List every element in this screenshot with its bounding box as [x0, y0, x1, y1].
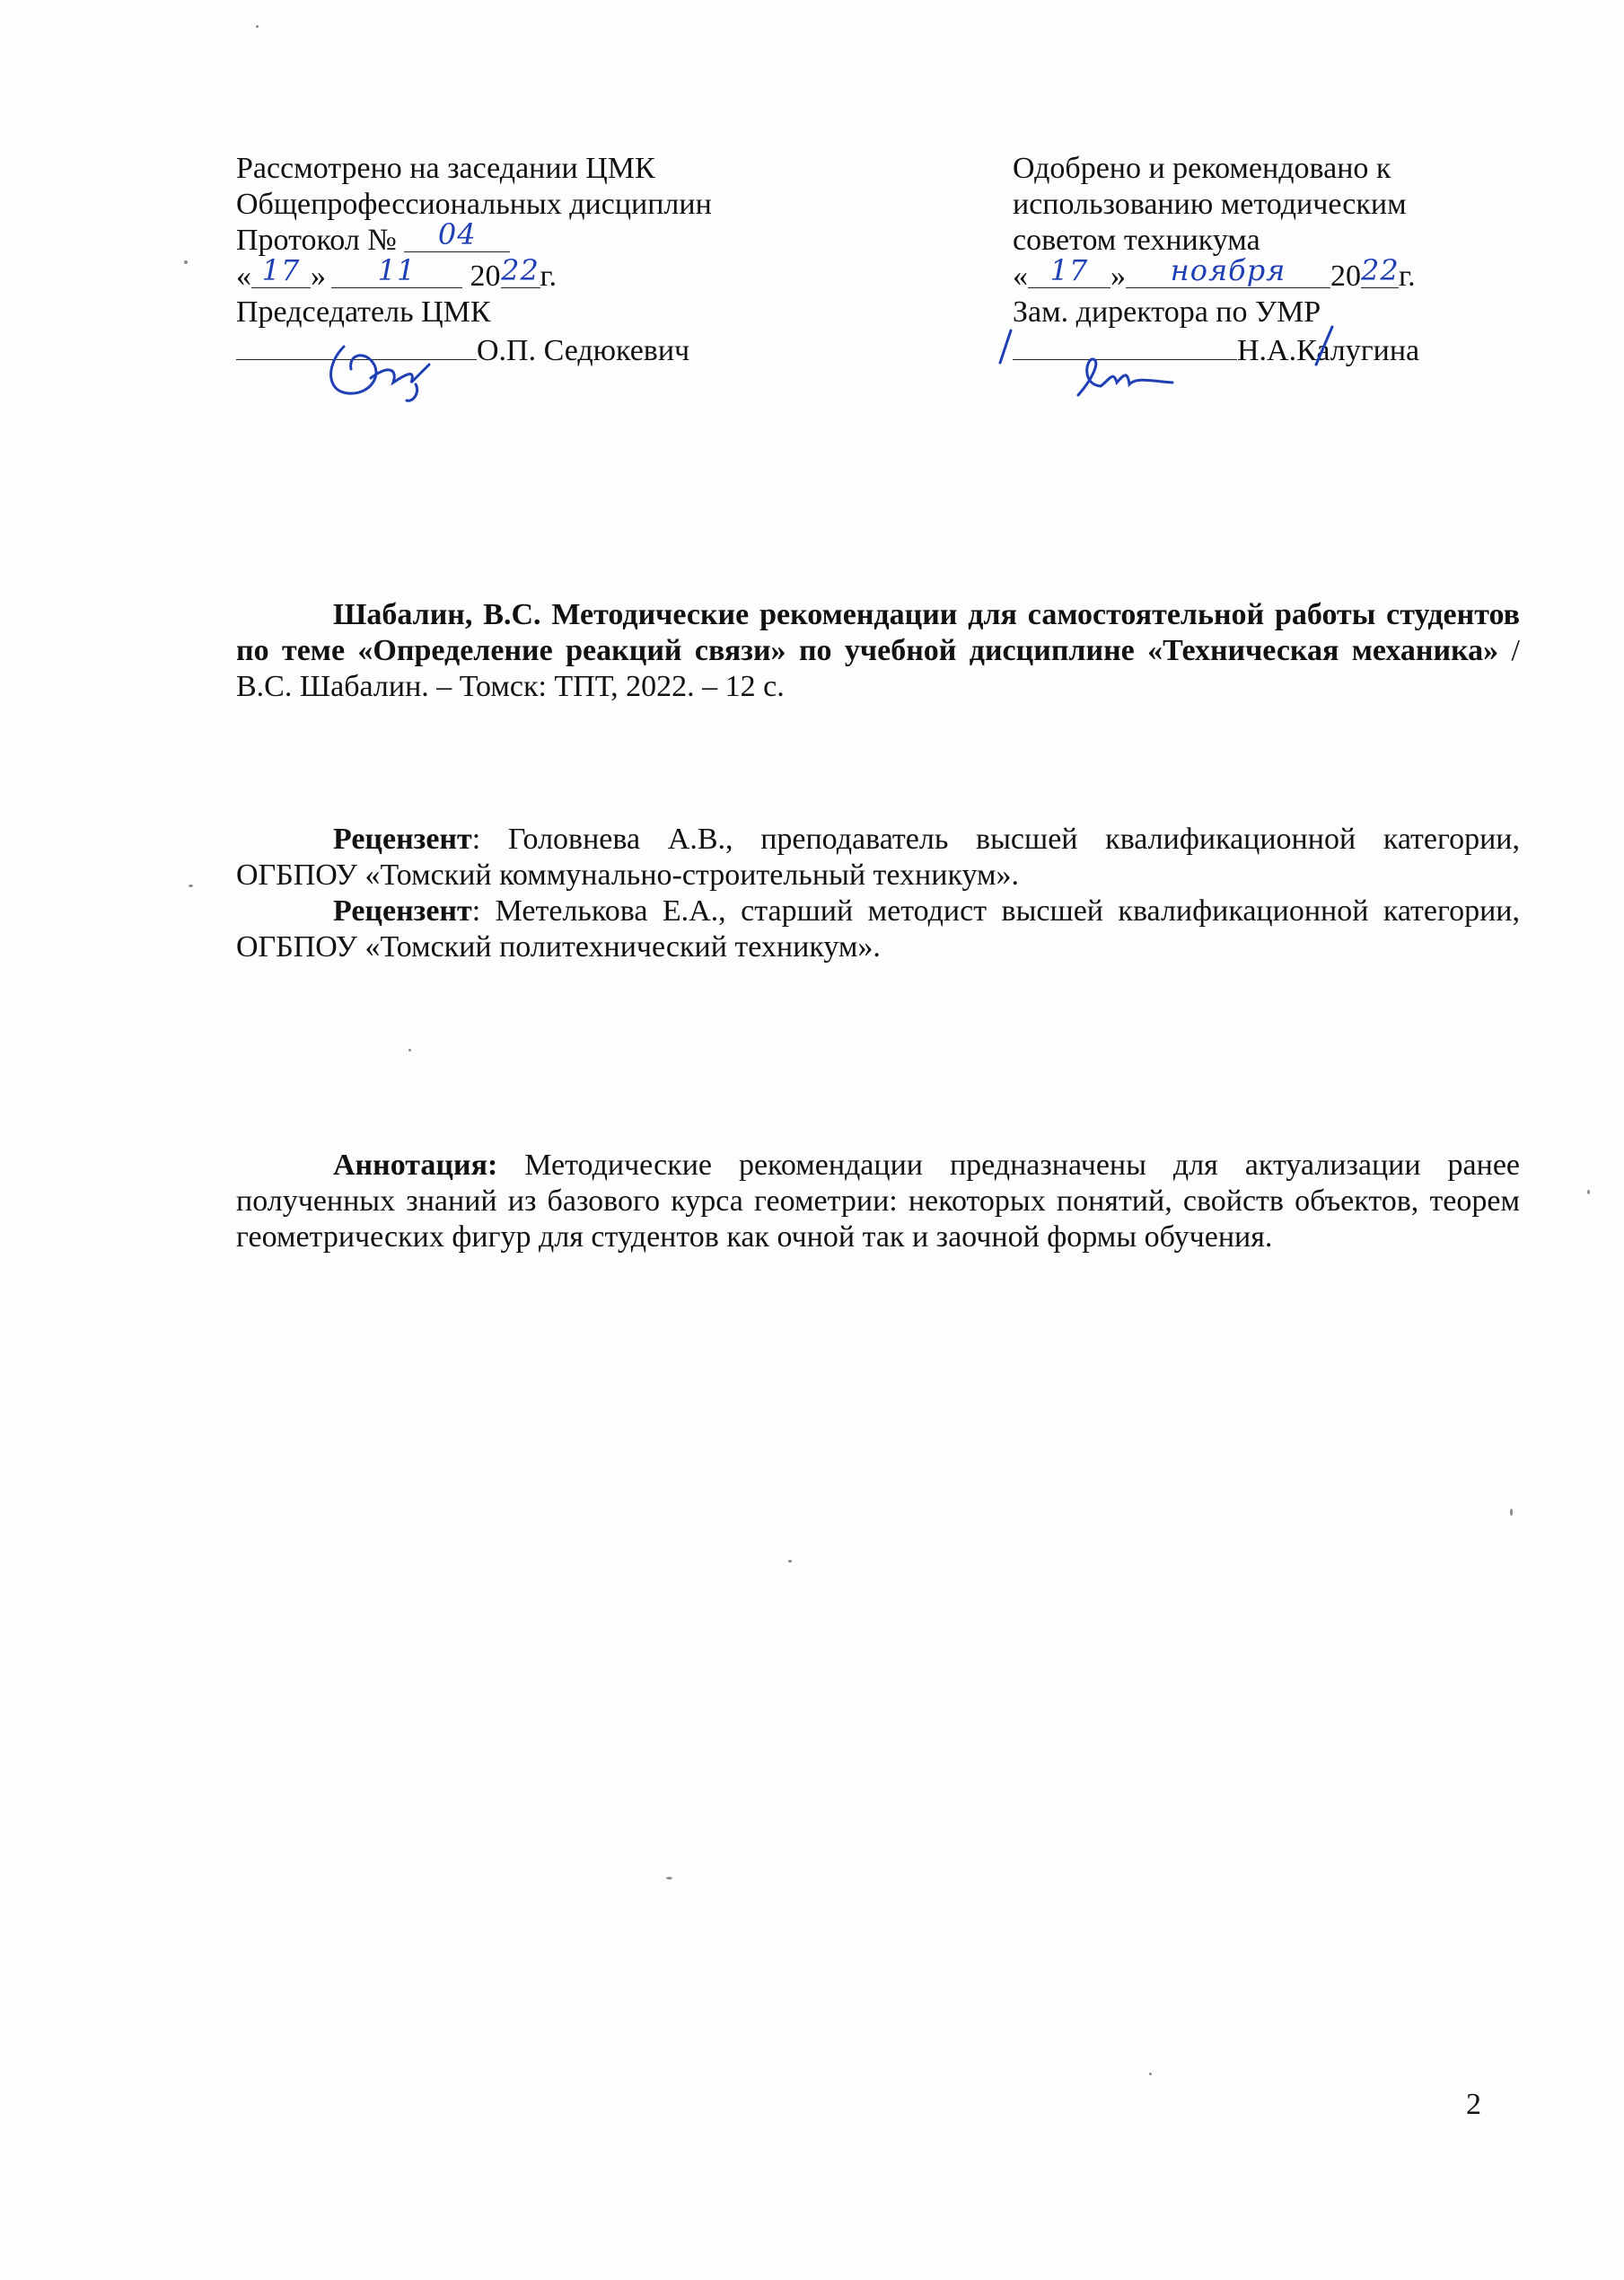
- scan-speck: [666, 1877, 672, 1879]
- protocol-number-blank: [404, 217, 510, 252]
- date-day: 17: [1049, 253, 1089, 287]
- year-suffix: 22: [501, 253, 540, 287]
- year-unit: г.: [540, 260, 557, 293]
- approval-left-line2: Общепрофессиональных дисциплин: [236, 188, 712, 221]
- date-month-blank: [331, 253, 462, 288]
- protocol-label: Протокол №: [236, 224, 397, 257]
- citation-bold: Шабалин, В.С. Методические рекомендации для самостоятельной работы студентов по теме «Определение реакций связи» по учебной дисциплине «Техническая механика»: [236, 598, 1520, 667]
- signature-blank-left: [236, 330, 477, 360]
- date-day: 17: [261, 253, 301, 287]
- annotation-label: Аннотация:: [333, 1149, 498, 1182]
- date-close-quote: »: [1110, 260, 1126, 293]
- chair-label: Председатель ЦМК: [236, 295, 491, 329]
- date-day-blank: [1028, 253, 1110, 288]
- page-number: 2: [1466, 2088, 1481, 2121]
- year-unit: г.: [1399, 260, 1416, 293]
- reviewer-label: Рецензент: [333, 894, 472, 928]
- deputy-name: Н.А.Калугина: [1237, 334, 1420, 367]
- chair-name: О.П. Седюкевич: [477, 334, 690, 367]
- scan-speck: [788, 1560, 792, 1563]
- reviewer-label: Рецензент: [333, 823, 472, 856]
- scan-speck: [1149, 2073, 1152, 2075]
- year-suffix-blank: [501, 253, 540, 288]
- deputy-label: Зам. директора по УМР: [1013, 295, 1321, 329]
- reviewer-text: : Головнева А.В., преподаватель высшей квалификационной категории, ОГБПОУ «Томский коммунально-строительный техникум».: [236, 823, 1520, 892]
- date-open-quote: «: [236, 260, 251, 293]
- approval-right-line3: советом техникума: [1013, 224, 1260, 257]
- date-month: 11: [377, 253, 417, 287]
- approval-left-line1: Рассмотрено на заседании ЦМК: [236, 152, 655, 185]
- scan-speck: [1587, 1190, 1590, 1194]
- date-month: ноября: [1170, 253, 1286, 287]
- year-suffix: 22: [1361, 253, 1400, 287]
- protocol-line: [236, 217, 865, 259]
- reviewers-section: [236, 822, 1520, 965]
- year-prefix: 20: [470, 260, 501, 293]
- year-prefix: 20: [1330, 260, 1361, 293]
- date-open-quote: «: [1013, 260, 1028, 293]
- approval-right-line2: использованию методическим: [1013, 188, 1407, 221]
- date-close-quote: »: [311, 260, 326, 293]
- date-line-right: [1013, 253, 1515, 295]
- reviewer-text: : Метелькова Е.А., старший методист высшей квалификационной категории, ОГБПОУ «Томский политехнический техникум».: [236, 894, 1520, 964]
- year-suffix-blank: [1361, 253, 1400, 288]
- scan-speck: [189, 885, 193, 887]
- date-month-blank: [1126, 253, 1330, 288]
- reviewer-2: [236, 894, 1520, 965]
- citation-regular: / В.С. Шабалин. – Томск: ТПТ, 2022. – 12 с.: [236, 634, 1520, 703]
- protocol-number: 04: [437, 217, 477, 251]
- annotation-text: Методические рекомендации предназначены для актуализации ранее полученных знаний из базового курса геометрии: некоторых понятий, свойств объектов, теорем геометрических фигур для студентов как очной так и заочной формы обучения.: [236, 1149, 1520, 1254]
- deputy-signature-line: [1013, 330, 1515, 366]
- approval-block-right: [1013, 151, 1515, 366]
- signature-blank-right: [1013, 330, 1237, 360]
- reviewer-1: [236, 822, 1520, 894]
- scan-speck: [256, 25, 259, 28]
- date-line-left: [236, 253, 865, 295]
- bibliographic-citation: [236, 597, 1520, 705]
- annotation-paragraph: [236, 1148, 1520, 1255]
- scan-speck: [184, 260, 188, 264]
- date-day-blank: [251, 253, 311, 288]
- approval-right-line1: Одобрено и рекомендовано к: [1013, 152, 1391, 185]
- scan-speck: [1510, 1509, 1513, 1516]
- approval-block-left: [236, 151, 865, 366]
- chair-signature-line: [236, 330, 865, 366]
- scan-speck: [408, 1049, 411, 1052]
